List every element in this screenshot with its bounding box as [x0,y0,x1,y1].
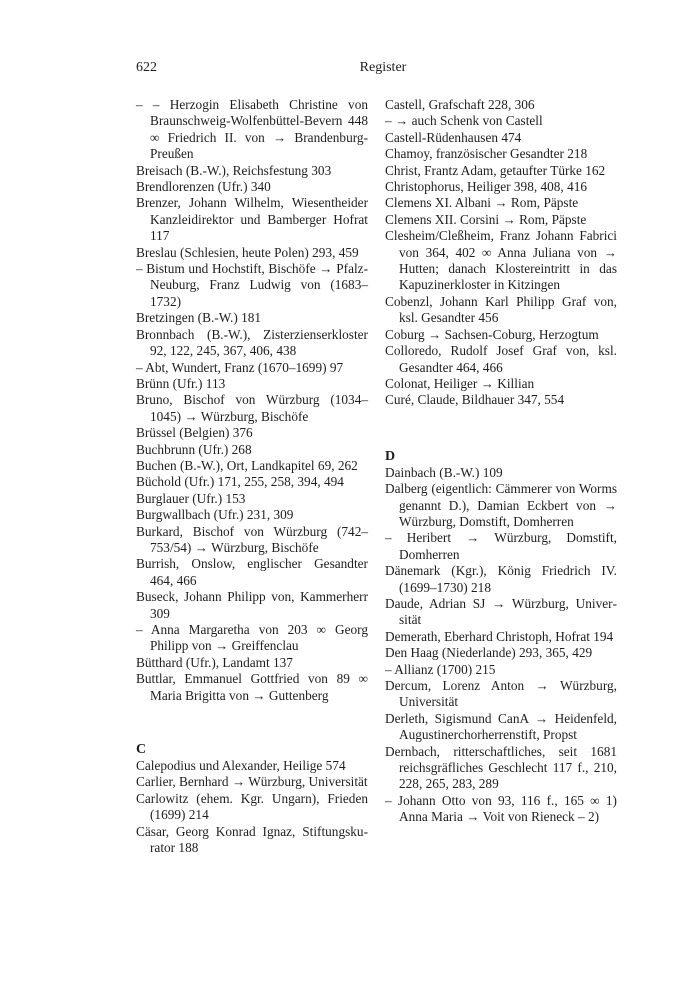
index-entry: Breslau (Schlesien, heute Polen) 293, 459 [136,244,359,260]
index-entry: Brünn (Ufr.) 113 [136,375,226,391]
index-entry: – – Herzogin Elisabeth Christine von Braunschweig-Wolfenbüttel-Bevern 448 ∞ Friedrich II. von → Brandenburg-Preußen [136,97,368,162]
index-entry: Den Haag (Niederlande) 293, 365, 429 [385,645,593,661]
index-entry: Daude, Adrian SJ → Würzburg, Universität [385,595,617,628]
index-entry: Breisach (B.-W.), Reichsfestung 303 [136,162,332,178]
index-entry: Clesheim/Cleßheim, Franz Johann Fabrici von 364, 402 ∞ Anna Juliana von → Hutten; danach Klostereintritt in das Kapuzinerkloster in Kitzingen [385,228,617,293]
index-entry: – Heribert → Würzburg, Domstift, Domherren [385,530,617,562]
index-entries-c [136,758,368,856]
running-head: Register [359,60,407,75]
index-entry: Buseck, Johann Philipp von, Kammerherr 309 [136,589,368,621]
index-entry: Coburg → Sachsen-Coburg, Herzogtum [385,326,599,342]
index-entry: Dalberg (eigentlich: Cämmerer von Worms genannt D.), Damian Eckbert von → Würzburg, Domstift, Domherren [385,481,617,529]
left-column [136,97,368,856]
section-spacer [385,409,617,449]
index-entry: Bruno, Bischof von Würzburg (1034–1045) → Würzburg, Bischöfe [136,392,368,424]
index-entry: Demerath, Eberhard Christoph, Hofrat 194 [385,628,614,644]
index-entry: – Bistum und Hochstift, Bischöfe → Pfalz-Neuburg, Franz Ludwig von (1683–1732) [136,261,368,309]
section-heading-d: D [385,448,396,464]
page-number: 622 [136,60,157,75]
index-entry: Bretzingen (B.-W.) 181 [136,310,262,326]
index-entry: Colloredo, Rudolf Josef Graf von, ksl. Gesandter 464, 466 [385,343,617,375]
index-entry: Christophorus, Heiliger 398, 408, 416 [385,179,588,195]
right-column [385,97,617,826]
index-entry: Cäsar, Georg Konrad Ignaz, Stiftungskurator 188 [136,823,368,856]
index-entry: Clemens XII. Corsini → Rom, Päpste [385,211,587,227]
index-entry: Bütthard (Ufr.), Landamt 137 [136,654,293,670]
index-entries-c-continued [385,97,617,409]
index-entry: Dernbach, ritterschaftliches, seit 1681 reichsgräfliches Geschlecht 117 f., 210, 228, 265, 283, 289 [385,743,617,792]
index-entry: Christ, Frantz Adam, getaufter Türke 162 [385,162,606,178]
index-entry: – → auch Schenk von Castell [385,113,543,129]
index-entry: Clemens XI. Albani → Rom, Päpste [385,195,579,211]
index-entry: Chamoy, französischer Gesandter 218 [385,146,588,162]
index-entry: Buchbrunn (Ufr.) 268 [136,441,252,457]
index-entry: Buchen (B.-W.), Ort, Landkapitel 69, 262 [136,457,358,473]
index-entry: – Anna Margaretha von 203 ∞ Georg Philipp von → Greiffenclau [136,622,368,654]
index-entry: Brenzer, Johann Wilhelm, Wiesentheider Kanzleidirektor und Bamberger Hofrat 117 [136,195,368,244]
index-entry: Calepodius und Alexander, Heilige 574 [136,758,346,774]
index-entry: Buttlar, Emmanuel Gottfried von 89 ∞ Maria Brigitta von → Guttenberg [136,671,368,703]
index-entry: Dainbach (B.-W.) 109 [385,464,503,480]
index-entry: – Johann Otto von 93, 116 f., 165 ∞ 1) Anna Maria → Voit von Rieneck – 2) [385,792,617,825]
index-entry: Büchold (Ufr.) 171, 255, 258, 394, 494 [136,474,344,490]
index-entry: Burkard, Bischof von Würzburg (742–753/54) → Würzburg, Bischöfe [136,523,368,555]
index-entry: Brüssel (Belgien) 376 [136,425,253,441]
index-entry: – Abt, Wundert, Franz (1670–1699) 97 [136,359,344,375]
index-entry: Burglauer (Ufr.) 153 [136,490,246,506]
index-entry: Castell-Rüdenhausen 474 [385,129,522,145]
index-entry: Derleth, Sigismund CanA → Heidenfeld, Augustinerchorherrenstift, Propst [385,710,617,743]
index-entry: – Allianz (1700) 215 [385,661,496,677]
index-entry: Cobenzl, Johann Karl Philipp Graf von, ksl. Gesandter 456 [385,293,617,326]
index-entry: Carlier, Bernhard → Würzburg, Universität [136,774,368,790]
page-header [136,60,630,80]
index-entry: Dänemark (Kgr.), König Friedrich IV. (1699–1730) 218 [385,563,617,595]
index-entry: Burrish, Onslow, englischer Gesandter 464, 466 [136,556,368,588]
index-entries-b [136,97,368,704]
index-entry: Castell, Grafschaft 228, 306 [385,97,535,112]
section-heading-c: C [136,742,147,758]
index-entry: Bronnbach (B.-W.), Zisterzienserkloster 92, 122, 245, 367, 406, 438 [136,326,368,359]
index-entry: Curé, Claude, Bildhauer 347, 554 [385,392,565,408]
index-entry: Brendlorenzen (Ufr.) 340 [136,179,271,195]
index-entry: Dercum, Lorenz Anton → Würzburg, Universität [385,678,617,710]
index-entry: Carlowitz (ehem. Kgr. Ungarn), Frieden (1699) 214 [136,790,368,823]
index-entries-d [385,465,617,826]
section-spacer [136,704,368,742]
index-entry: Burgwallbach (Ufr.) 231, 309 [136,507,294,523]
index-entry: Colonat, Heiliger → Killian [385,375,535,391]
